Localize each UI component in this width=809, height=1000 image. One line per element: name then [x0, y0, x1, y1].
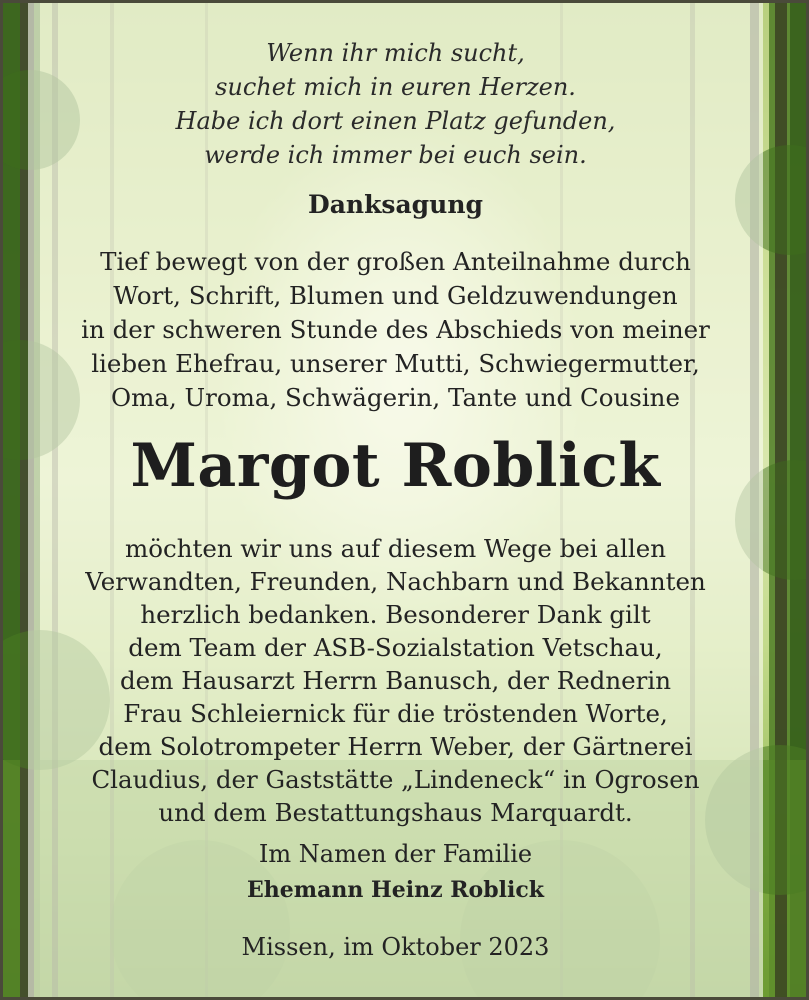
intro-line: Wort, Schrift, Blumen und Geldzuwendungen: [113, 281, 678, 310]
thanks-line: und dem Bestattungshaus Marquardt.: [158, 798, 633, 827]
poem-line: Habe ich dort einen Platz gefunden,: [175, 107, 616, 135]
thanks-line: Frau Schleiernick für die tröstenden Worte,: [123, 699, 668, 728]
deceased-name: Margot Roblick: [130, 431, 661, 501]
poem-line: werde ich immer bei euch sein.: [204, 141, 587, 169]
thanks-line: Claudius, der Gaststätte „Lindeneck“ in Ogrosen: [91, 765, 700, 794]
family-line: Im Namen der Familie: [258, 840, 533, 868]
poem-line: suchet mich in euren Herzen.: [215, 73, 576, 101]
intro-line: Tief bewegt von der großen Anteilnahme durch: [100, 247, 691, 276]
thanks-line: dem Solotrompeter Herrn Weber, der Gärtnerei: [98, 732, 693, 761]
heading-danksagung: Danksagung: [308, 190, 483, 219]
intro-line: Oma, Uroma, Schwägerin, Tante und Cousine: [111, 383, 680, 412]
intro-line: in der schweren Stunde des Abschieds von meiner: [81, 315, 710, 344]
thanks-line: möchten wir uns auf diesem Wege bei allen: [125, 534, 666, 563]
thanks-line: herzlich bedanken. Besonderer Dank gilt: [140, 600, 651, 629]
thanks-line: Verwandten, Freunden, Nachbarn und Bekannten: [85, 567, 706, 596]
poem-line: Wenn ihr mich sucht,: [266, 39, 525, 67]
intro-line: lieben Ehefrau, unserer Mutti, Schwiegermutter,: [91, 349, 700, 378]
thanks-line: dem Team der ASB-Sozialstation Vetschau,: [128, 633, 663, 662]
place-date: Missen, im Oktober 2023: [241, 933, 550, 961]
thanks-line: dem Hausarzt Herrn Banusch, der Rednerin: [120, 666, 671, 695]
signer-name: Ehemann Heinz Roblick: [247, 877, 544, 903]
